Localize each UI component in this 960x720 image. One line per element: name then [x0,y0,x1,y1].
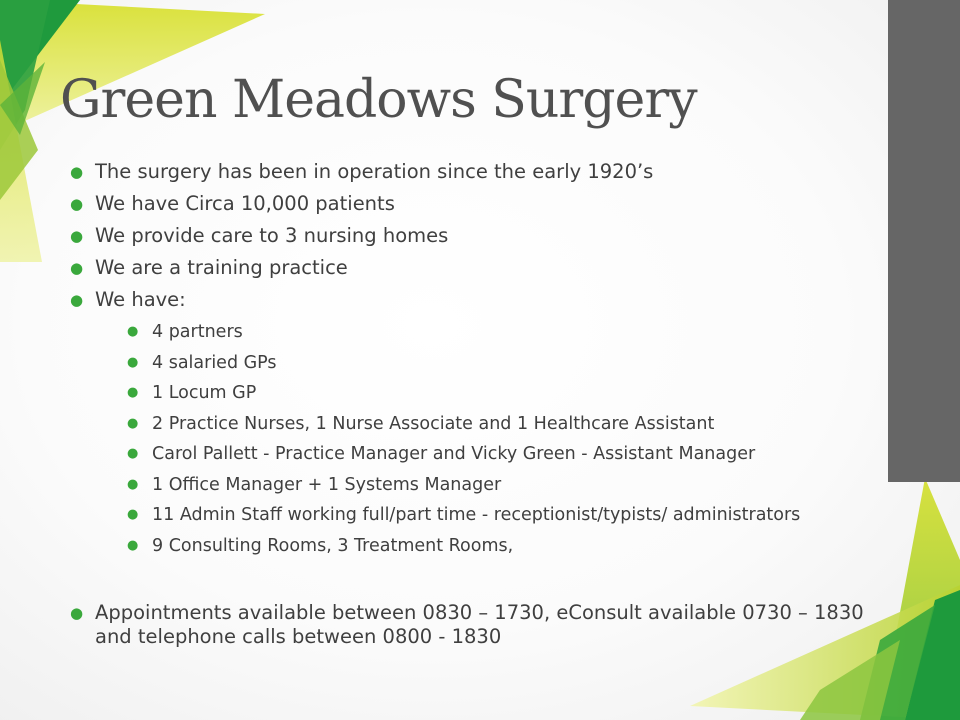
bullet-dot-icon: ● [127,415,139,431]
sub-bullet-item [125,504,878,526]
bullet-dot-icon: ● [127,537,139,553]
sub-bullet-item [125,321,878,343]
side-accent-bar [888,0,960,482]
bullet-dot-icon: ● [70,603,84,622]
sub-bullet-text: 4 partners [152,322,243,342]
bullet-dot-icon: ● [70,259,84,277]
bullet-list [68,160,878,657]
bullet-item [68,601,878,649]
sub-bullet-item [125,352,878,374]
bullet-dot-icon: ● [127,476,139,492]
sub-bullet-text: 4 salaried GPs [152,352,277,373]
sub-bullet-text: 1 Office Manager + 1 Systems Manager [152,474,502,495]
bullet-dot-icon: ● [70,195,84,213]
slide-title: Green Meadows Surgery [60,70,697,130]
bullet-item [68,256,878,280]
bullet-text: The surgery has been in operation since the early 1920’s [95,160,654,183]
bullet-dot-icon: ● [127,446,139,461]
sub-bullet-text: 11 Admin Staff working full/part time - receptionist/typists/ administrators [152,505,801,525]
bullet-dot-icon: ● [127,507,139,522]
sub-bullet-text: 1 Locum GP [152,383,257,403]
sub-bullet-text: Carol Pallett - Practice Manager and Vicky Green - Assistant Manager [152,444,756,464]
bullet-dot-icon: ● [127,385,139,400]
bullet-item [68,288,878,557]
bullet-text: Appointments available between 0830 – 1730, eConsult available 0730 – 1830 and telephone calls between 0800 - 1830 [95,600,864,648]
sub-bullet-item [125,382,878,404]
bullet-dot-icon: ● [127,324,139,339]
sub-bullet-item [125,443,878,465]
sub-bullet-text: 9 Consulting Rooms, 3 Treatment Rooms, [152,535,514,556]
bullet-item [68,192,878,216]
bullet-dot-icon: ● [70,163,84,181]
sub-bullet-item [125,535,878,557]
bullet-item [68,160,878,184]
bullet-text: We provide care to 3 nursing homes [95,224,449,247]
sub-bullet-item [125,474,878,496]
bullet-text: We are a training practice [95,256,348,279]
sub-bullet-item [125,413,878,435]
bullet-dot-icon: ● [70,291,84,309]
bullet-item [68,224,878,248]
bullet-text: We have Circa 10,000 patients [95,192,395,215]
bullet-dot-icon: ● [127,354,139,370]
bullet-dot-icon: ● [70,227,84,245]
bullet-text: We have: [95,288,186,311]
sub-bullet-list [95,321,878,557]
sub-bullet-text: 2 Practice Nurses, 1 Nurse Associate and 1 Healthcare Assistant [152,413,715,434]
